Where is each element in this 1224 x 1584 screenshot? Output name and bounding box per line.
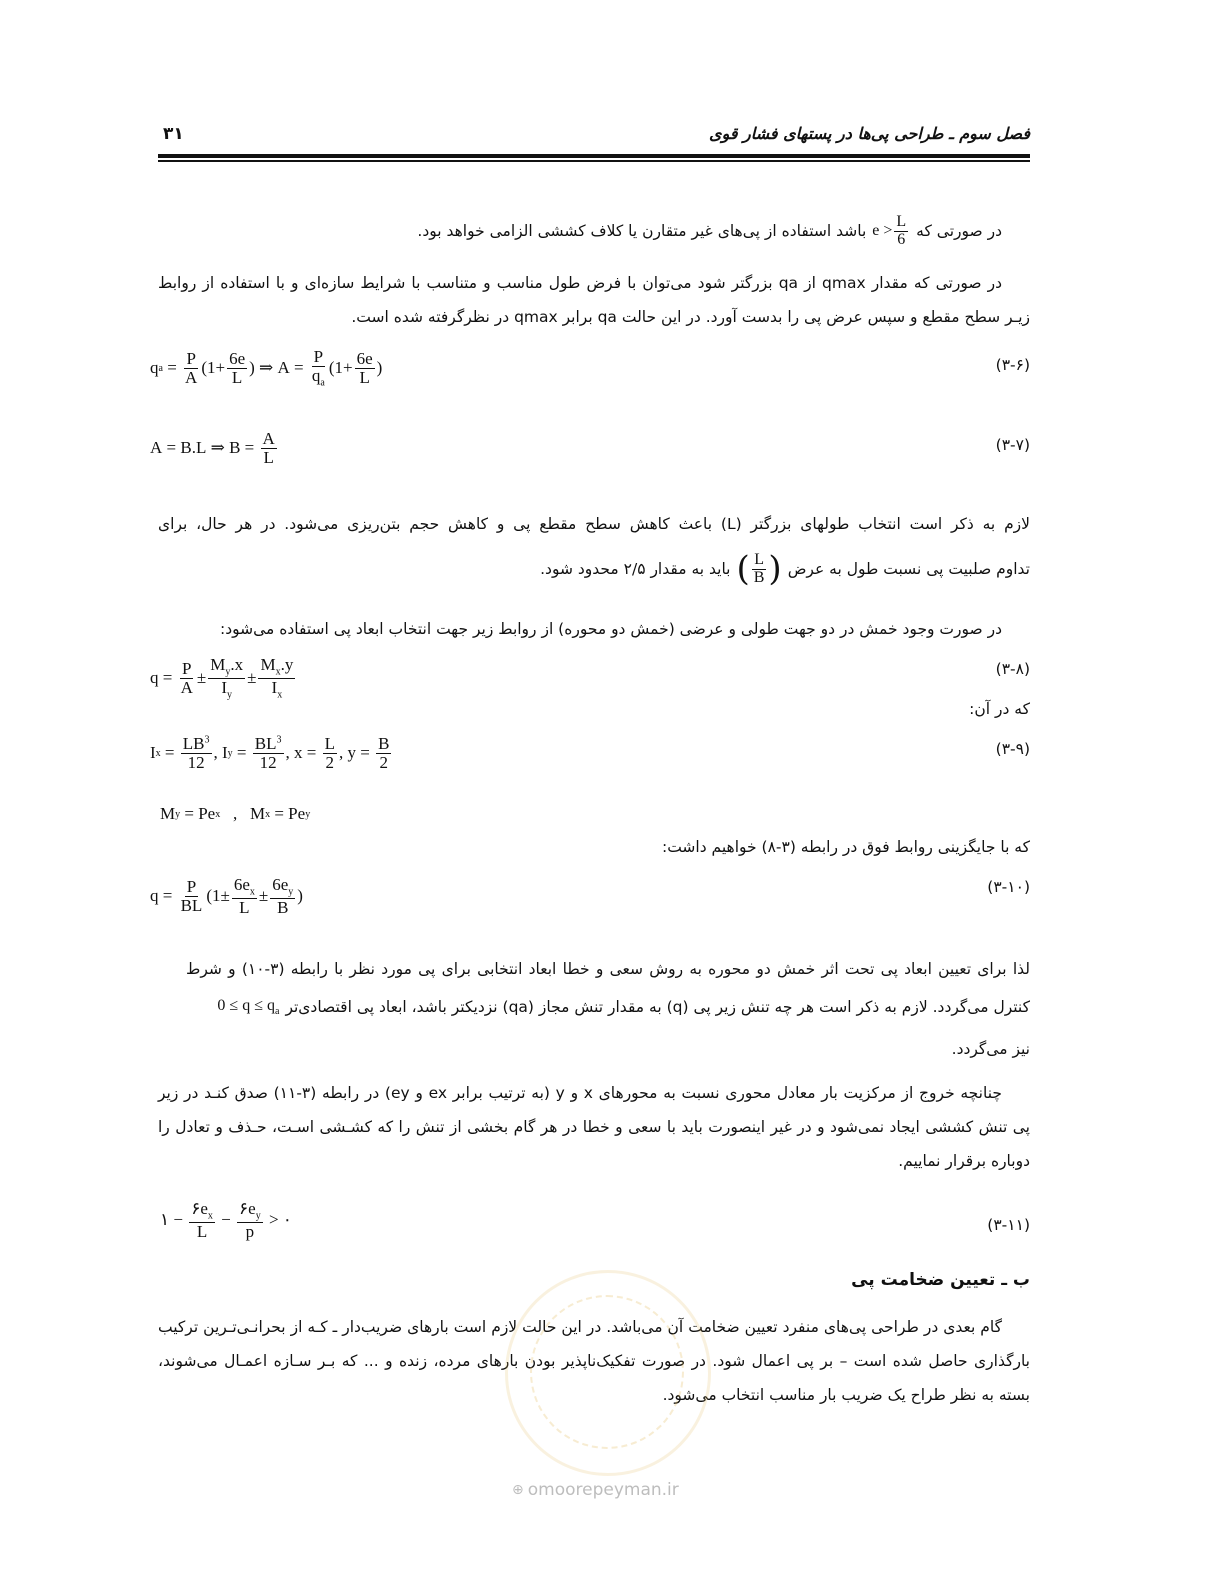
globe-icon: ⊕ (512, 1482, 524, 1498)
paragraph-3-line-2-end: باید به مقدار ۲/۵ محدود شود. (540, 560, 731, 579)
paragraph-2: در صورتی که مقدار qmax از qa بزرگتر شود می‌توان با فرض طول مناسب و متناسب با شرایط سازه‌ای و با استفاده از روابط زیـر سطح مقطع و سپس عرض پی را بدست آورد. در این حالت qa برابر qmax در نظرگرفته شده است. (158, 274, 1030, 326)
equation-3-6: q a = $\frac{P}{A}$ (1+ $\frac{6e}{L}$ ) ⇒ A = $\frac{P}{q_a}$ (1+ $\frac{6e}{L}$ ) (150, 347, 383, 389)
paragraph-8: چنانچه خروج از مرکزیت بار معادل محوری نسبت به محورهای x و y (به ترتیب برابر ex و ey) در رابطه (۳-۱۱) صدق کنـد در زیر پی تنش کششی ایجاد نمی‌شود و در غیر اینصورت باید با سعی و خطا در هر گام بخشی از تنش را که کشـشی اسـت، حـذف و تعادل را دوباره برقرار نماییم. (158, 1084, 1030, 1170)
section-heading: ب ـ تعیین ضخامت پی (851, 1270, 1030, 1290)
equation-number-3-11: (۳-۱۱) (987, 1216, 1030, 1234)
watermark-seal-inner (530, 1295, 684, 1449)
chapter-title: فصل سوم ـ طراحی پی‌ها در پستهای فشار قوی (709, 124, 1030, 143)
paragraph-3-line-1: لازم به ذکر است انتخاب طولهای بزرگتر (L) باعث کاهش سطح مقطع پی و کاهش حجم بتن‌ریزی می‌شود. در هر حال، برای (158, 515, 1030, 533)
equation-number-3-10: (۳-۱۰) (987, 878, 1030, 896)
paragraph-3-line-2 (540, 549, 1030, 590)
paragraph-7-line-2 (158, 997, 1030, 1017)
paragraph-1-start: در صورتی که (916, 222, 1002, 241)
paragraph-1-end: باشد استفاده از پی‌های غیر متقارن یا کلاف کششی الزامی خواهد بود. (417, 222, 867, 241)
equation-number-3-7: (۳-۷) (995, 436, 1030, 454)
paragraph-3-line-2-start: تداوم صلبیت پی نسبت طول به عرض (787, 560, 1030, 579)
equation-moments: M y = Pe x , M x = Pe y (160, 804, 311, 823)
equation-number-3-8: (۳-۸) (995, 660, 1030, 678)
inline-formula-l-over-b: ( $\frac{L}{B}$ ) (736, 549, 782, 590)
inline-formula-e-gt-l6: e > $\frac{L}{6}$ (872, 213, 907, 248)
watermark-url-text: omoorepeyman.ir (527, 1480, 679, 1500)
watermark-seal-logo (505, 1270, 711, 1476)
paragraph-7-line-1: لذا برای تعیین ابعاد پی تحت اثر خمش دو محوره به روش سعی و خطا ابعاد انتخابی برای پی مورد نظر با رابطه (۳-۱۰) و شرط (186, 960, 1031, 978)
paragraph-1 (417, 214, 1002, 249)
header-rule-thick (158, 154, 1030, 158)
paragraph-5: که در آن: (969, 700, 1030, 718)
paragraph-4: در صورت وجود خمش در دو جهت طولی و عرضی (خمش دو محوره) از روابط زیر جهت انتخاب ابعاد پی استفاده می‌شود: (219, 620, 1002, 638)
equation-3-11: ۱ − $\frac{۶e_x}{L}$ − $\frac{۶e_y}{p}$ > ۰ (160, 1199, 292, 1241)
paragraph-9: گام بعدی در طراحی پی‌های منفرد تعیین ضخامت آن می‌باشد. در این حالت لازم است بارهای ضریب‌دار ـ کـه از بحرانـی‌تـرین ترکیب بارگذاری حاصل شده است – بر پی اعمال شود. در صورت تفکیک‌ناپذیر بودن بارهای مرده، زنده و ... که بـر سـازه اعمـال می‌شوند، بسته به نظر طراح یک ضریب بار مناسب انتخاب می‌شود. (158, 1318, 1030, 1404)
watermark-url (512, 1480, 679, 1500)
equation-number-3-6: (۳-۶) (995, 356, 1030, 374)
equation-3-10: q = $\frac{P}{BL}$ (1± $\frac{6e_x}{L}$ ± $\frac{6e_y}{B}$ ) (150, 875, 303, 917)
equation-3-7: A = B.L ⇒ B = $\frac{A}{L}$ (150, 429, 275, 467)
paragraph-7-line-3: نیز می‌گردد. (951, 1040, 1030, 1058)
inline-formula-q-bounds: $0 \le q \le q_a$ (217, 997, 280, 1018)
paragraph-6: که با جایگزینی روابط فوق در رابطه (۳-۸) خواهیم داشت: (661, 838, 1030, 856)
page-number: ۳۱ (163, 124, 184, 144)
equation-3-9: I x = $\frac{LB^3}{12}$ , I y = $\frac{BL^3}{12}$ , x = $\frac{L}{2}$ , y = $\frac{B}{2}$ (150, 734, 390, 772)
paragraph-7-line-2-text: کنترل می‌گردد. لازم به ذکر است هر چه تنش زیر پی (q) به مقدار تنش مجاز (qa) نزدیکتر باشد، ابعاد پی اقتصادی‌تر (285, 998, 1030, 1017)
equation-3-8: q = $\frac{P}{A}$ ± $\frac{M_y.x}{I_y}$ ± $\frac{M_x.y}{I_x}$ (150, 655, 294, 701)
header-rule-thin (158, 160, 1030, 162)
equation-number-3-9: (۳-۹) (995, 740, 1030, 758)
